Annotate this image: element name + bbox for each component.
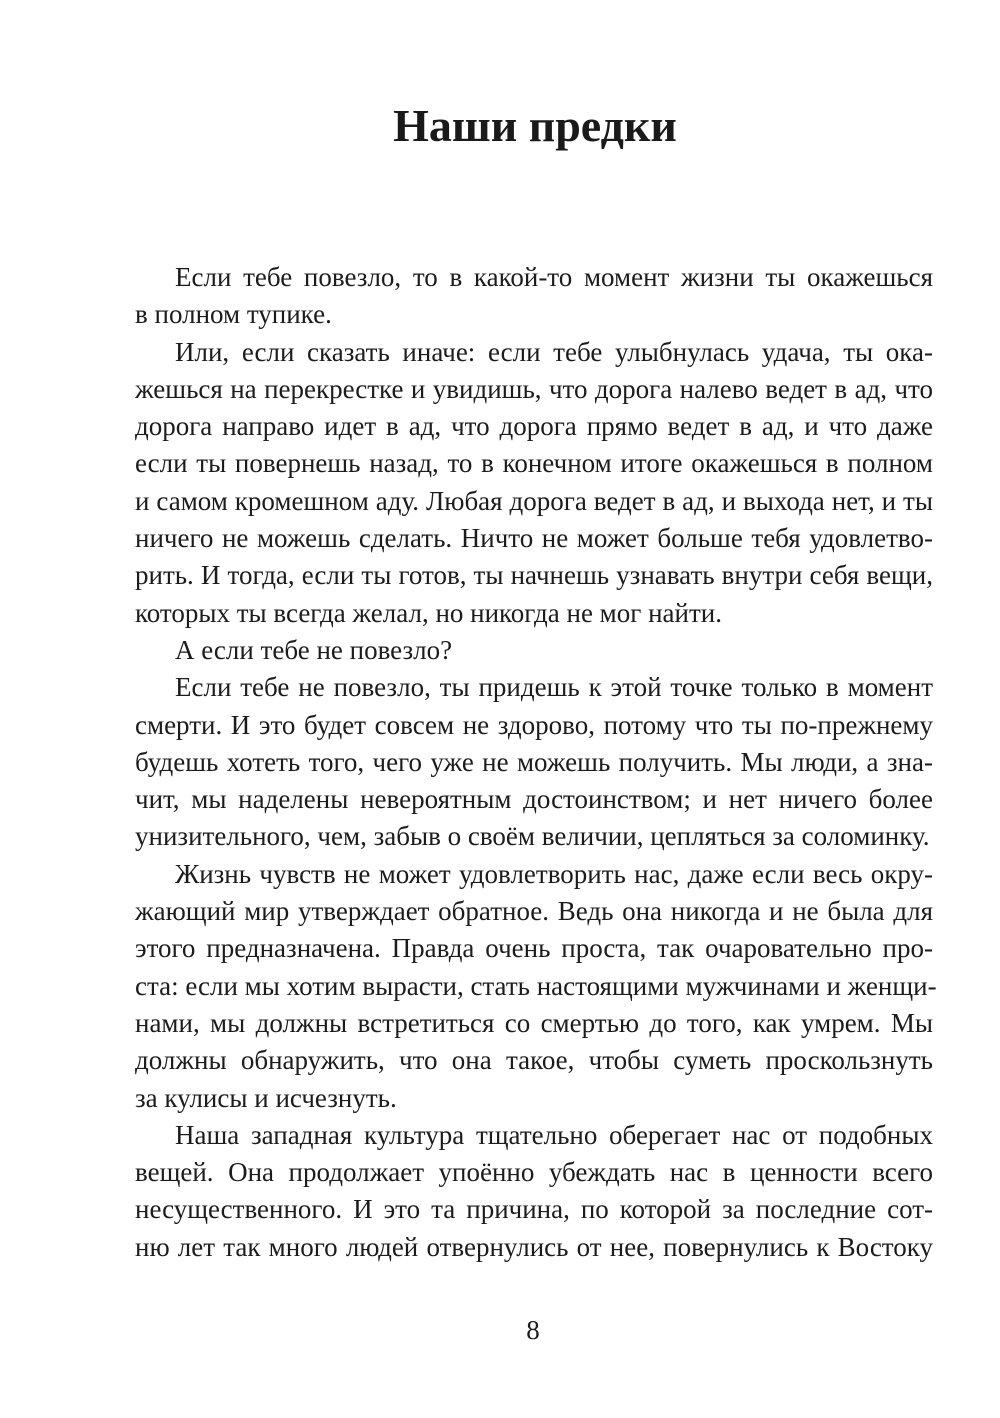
chapter-title: Наши предки — [393, 100, 677, 151]
text-line: А если тебе не повезло? — [175, 634, 453, 665]
text-line: чит, мы наделены невероятным достоинством; и нет ничего более — [135, 784, 933, 815]
text-line: унизительного, чем, забыв о своём величии, цепляться за соломинку. — [135, 821, 930, 852]
text-line: несущественного. И это та причина, по которой за последние сот- — [135, 1194, 933, 1225]
page-number: 8 — [526, 1315, 540, 1345]
text-line: Или, если сказать иначе: если тебе улыбнулась удача, ты ока- — [175, 336, 933, 367]
text-line: Жизнь чувств не может удовлетворить нас, даже если весь окру- — [175, 858, 933, 889]
text-line: жешься на перекрестке и увидишь, что дорога налево ведет в ад, что — [135, 373, 933, 404]
text-line: ничего не можешь сделать. Ничто не может больше тебя удовлетво- — [135, 523, 933, 554]
text-line: за кулисы и исчезнуть. — [135, 1082, 397, 1113]
text-line: если ты повернешь назад, то в конечном итоге окажешься в полном — [135, 448, 933, 479]
text-line: будешь хотеть того, чего уже не можешь получить. Мы люди, а зна- — [135, 746, 933, 777]
text-line: Наша западная культура тщательно оберегает нас от подобных — [175, 1119, 933, 1150]
text-line: Если тебе не повезло, ты придешь к этой точке только в момент — [175, 672, 933, 703]
text-line: этого предназначена. Правда очень проста, так очаровательно про- — [135, 933, 933, 964]
text-line: нами, мы должны встретиться со смертью до того, как умрем. Мы — [135, 1007, 933, 1038]
text-line: вещей. Она продолжает упоённо убеждать нас в ценности всего — [135, 1157, 933, 1188]
text-line: дорога направо идет в ад, что дорога прямо ведет в ад, и что даже — [135, 411, 933, 442]
text-line: и самом кромешном аду. Любая дорога ведет в ад, и выхода нет, и ты — [135, 485, 933, 516]
text-line: ста: если мы хотим вырасти, стать настоящими мужчинами и женщи- — [135, 970, 937, 1001]
body-text — [135, 259, 937, 1266]
text-line: Если тебе повезло, то в какой-то момент жизни ты окажешься — [175, 262, 933, 292]
text-line: должны обнаружить, что она такое, чтобы суметь проскользнуть — [135, 1045, 933, 1076]
text-line: которых ты всегда желал, но никогда не мог найти. — [135, 597, 722, 628]
text-line: жающий мир утверждает обратное. Ведь она никогда и не была для — [135, 896, 933, 927]
text-line: в полном тупике. — [135, 299, 332, 330]
text-line: ню лет так много людей отвернулись от нее, повернулись к Востоку — [135, 1231, 933, 1262]
text-line: смерти. И это будет совсем не здорово, потому что ты по-прежнему — [135, 709, 933, 740]
text-line: рить. И тогда, если ты готов, ты начнешь узнавать внутри себя вещи, — [135, 560, 933, 591]
